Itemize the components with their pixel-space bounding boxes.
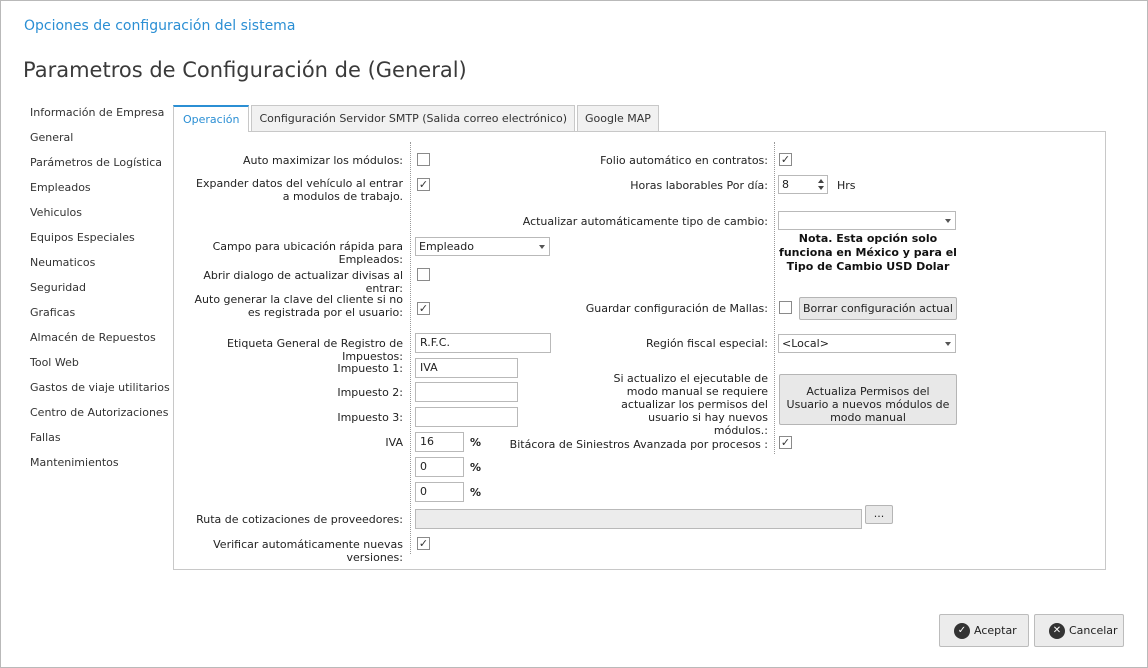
currency-dialog-label: Abrir dialogo de actualizar divisas al entrar: [203, 269, 403, 295]
claims-log-label: Bitácora de Siniestros Avanzada por procesos : [509, 438, 768, 451]
tab-bar [173, 105, 661, 132]
permissions-label: Si actualizo el ejecutable de modo manual se requiere actualizar los permisos del usuario si hay nuevos módulos.: [613, 372, 768, 437]
auto-check-versions-checkbox[interactable]: ✓ [418, 537, 429, 550]
sidebar-item-logistica[interactable]: Parámetros de Logística [30, 156, 163, 169]
check-circle-icon: ✓ [954, 623, 970, 639]
claims-log-checkbox[interactable]: ✓ [780, 436, 791, 449]
operacion-panel [173, 131, 1106, 570]
sidebar-item-toolweb[interactable]: Tool Web [30, 356, 79, 369]
tax2-input[interactable] [415, 382, 518, 402]
clear-grid-config-button[interactable]: Borrar configuración actual [799, 297, 957, 320]
auto-maximize-label: Auto maximizar los módulos: [243, 154, 403, 167]
divider-left [410, 142, 411, 554]
page-title: Parametros de Configuración de (General) [23, 58, 467, 82]
auto-client-key-label: Auto generar la clave del cliente si no es registrada por el usuario: [194, 293, 403, 319]
auto-client-key-checkbox[interactable]: ✓ [418, 302, 429, 315]
fiscal-region-select[interactable] [778, 334, 956, 353]
auto-exchange-label: Actualizar automáticamente tipo de cambio: [522, 215, 768, 228]
work-hours-label: Horas laborables Por día: [630, 179, 768, 192]
iva-percent-1: % [470, 436, 482, 449]
grid-config-label: Guardar configuración de Mallas: [585, 302, 768, 315]
quick-location-select[interactable] [415, 237, 550, 256]
quick-location-value: Empleado [419, 240, 474, 253]
quotes-path-input[interactable] [415, 509, 862, 529]
currency-dialog-checkbox[interactable] [417, 268, 430, 281]
work-hours-unit: Hrs [837, 179, 856, 192]
iva-percent-2: % [470, 461, 482, 474]
quick-location-label: Campo para ubicación rápida para Empleados: [212, 240, 403, 266]
tax1-label: Impuesto 1: [337, 362, 403, 375]
expand-vehicle-label: Expander datos del vehículo al entrar a modulos de trabajo. [196, 177, 403, 203]
auto-maximize-checkbox[interactable] [417, 153, 430, 166]
cancel-label: Cancelar [1069, 624, 1118, 637]
sidebar-item-neumaticos[interactable]: Neumaticos [30, 256, 96, 269]
divider-right [774, 142, 775, 454]
tab-operacion[interactable]: Operación [173, 105, 249, 132]
fiscal-region-label: Región fiscal especial: [645, 337, 768, 350]
sidebar-item-mantenimientos[interactable]: Mantenimientos [30, 456, 119, 469]
sidebar-item-gastos[interactable]: Gastos de viaje utilitarios [30, 381, 170, 394]
tab-smtp[interactable]: Configuración Servidor SMTP (Salida correo electrónico) [251, 105, 575, 131]
iva-percent-3: % [470, 486, 482, 499]
tax2-label: Impuesto 2: [337, 386, 403, 399]
spin-down-icon[interactable] [818, 186, 824, 190]
tax-label-label: Etiqueta General de Registro de Impuestos: [227, 337, 403, 363]
sidebar-item-autorizaciones[interactable]: Centro de Autorizaciones [30, 406, 169, 419]
iva-label: IVA [385, 436, 403, 449]
accept-label: Aceptar [974, 624, 1017, 637]
auto-folio-checkbox[interactable]: ✓ [780, 153, 791, 166]
tax1-input[interactable]: IVA [415, 358, 518, 378]
accept-button[interactable] [939, 614, 1029, 647]
expand-vehicle-checkbox[interactable]: ✓ [418, 178, 429, 191]
iva-input-2[interactable]: 0 [415, 457, 464, 477]
tax-label-input[interactable]: R.F.C. [415, 333, 551, 353]
browse-button[interactable]: ... [865, 505, 893, 524]
sidebar-item-empresa[interactable]: Información de Empresa [30, 106, 165, 119]
iva-input-3[interactable]: 0 [415, 482, 464, 502]
sidebar-item-equipos[interactable]: Equipos Especiales [30, 231, 135, 244]
chevron-down-icon [539, 245, 545, 249]
spin-up-icon[interactable] [818, 179, 824, 183]
cancel-button[interactable] [1034, 614, 1124, 647]
sidebar-item-general[interactable]: General [30, 131, 74, 144]
auto-exchange-select[interactable] [778, 211, 956, 230]
work-hours-stepper[interactable] [778, 175, 828, 194]
update-permissions-button[interactable]: Actualiza Permisos del Usuario a nuevos módulos de modo manual [779, 374, 957, 425]
grid-config-checkbox[interactable] [779, 301, 792, 314]
exchange-note: Nota. Esta opción solo funciona en México y para el Tipo de Cambio USD Dolar [779, 232, 957, 273]
chevron-down-icon [945, 342, 951, 346]
auto-folio-label: Folio automático en contratos: [600, 154, 768, 167]
sidebar-item-seguridad[interactable]: Seguridad [30, 281, 86, 294]
tab-google-map[interactable]: Google MAP [577, 105, 659, 131]
tax3-input[interactable] [415, 407, 518, 427]
auto-check-versions-label: Verificar automáticamente nuevas versiones: [213, 538, 403, 564]
sidebar-item-vehiculos[interactable]: Vehiculos [30, 206, 83, 219]
fiscal-region-value: <Local> [782, 337, 829, 350]
window-title: Opciones de configuración del sistema [24, 18, 296, 34]
sidebar-item-graficas[interactable]: Graficas [30, 306, 76, 319]
close-circle-icon: ✕ [1049, 623, 1065, 639]
sidebar-item-fallas[interactable]: Fallas [30, 431, 61, 444]
chevron-down-icon [945, 219, 951, 223]
work-hours-value: 8 [782, 178, 789, 191]
iva-input-1[interactable]: 16 [415, 432, 464, 452]
sidebar-item-almacen[interactable]: Almacén de Repuestos [30, 331, 156, 344]
sidebar-item-empleados[interactable]: Empleados [30, 181, 91, 194]
sidebar [30, 105, 170, 480]
quotes-path-label: Ruta de cotizaciones de proveedores: [196, 513, 403, 526]
tax3-label: Impuesto 3: [337, 411, 403, 424]
